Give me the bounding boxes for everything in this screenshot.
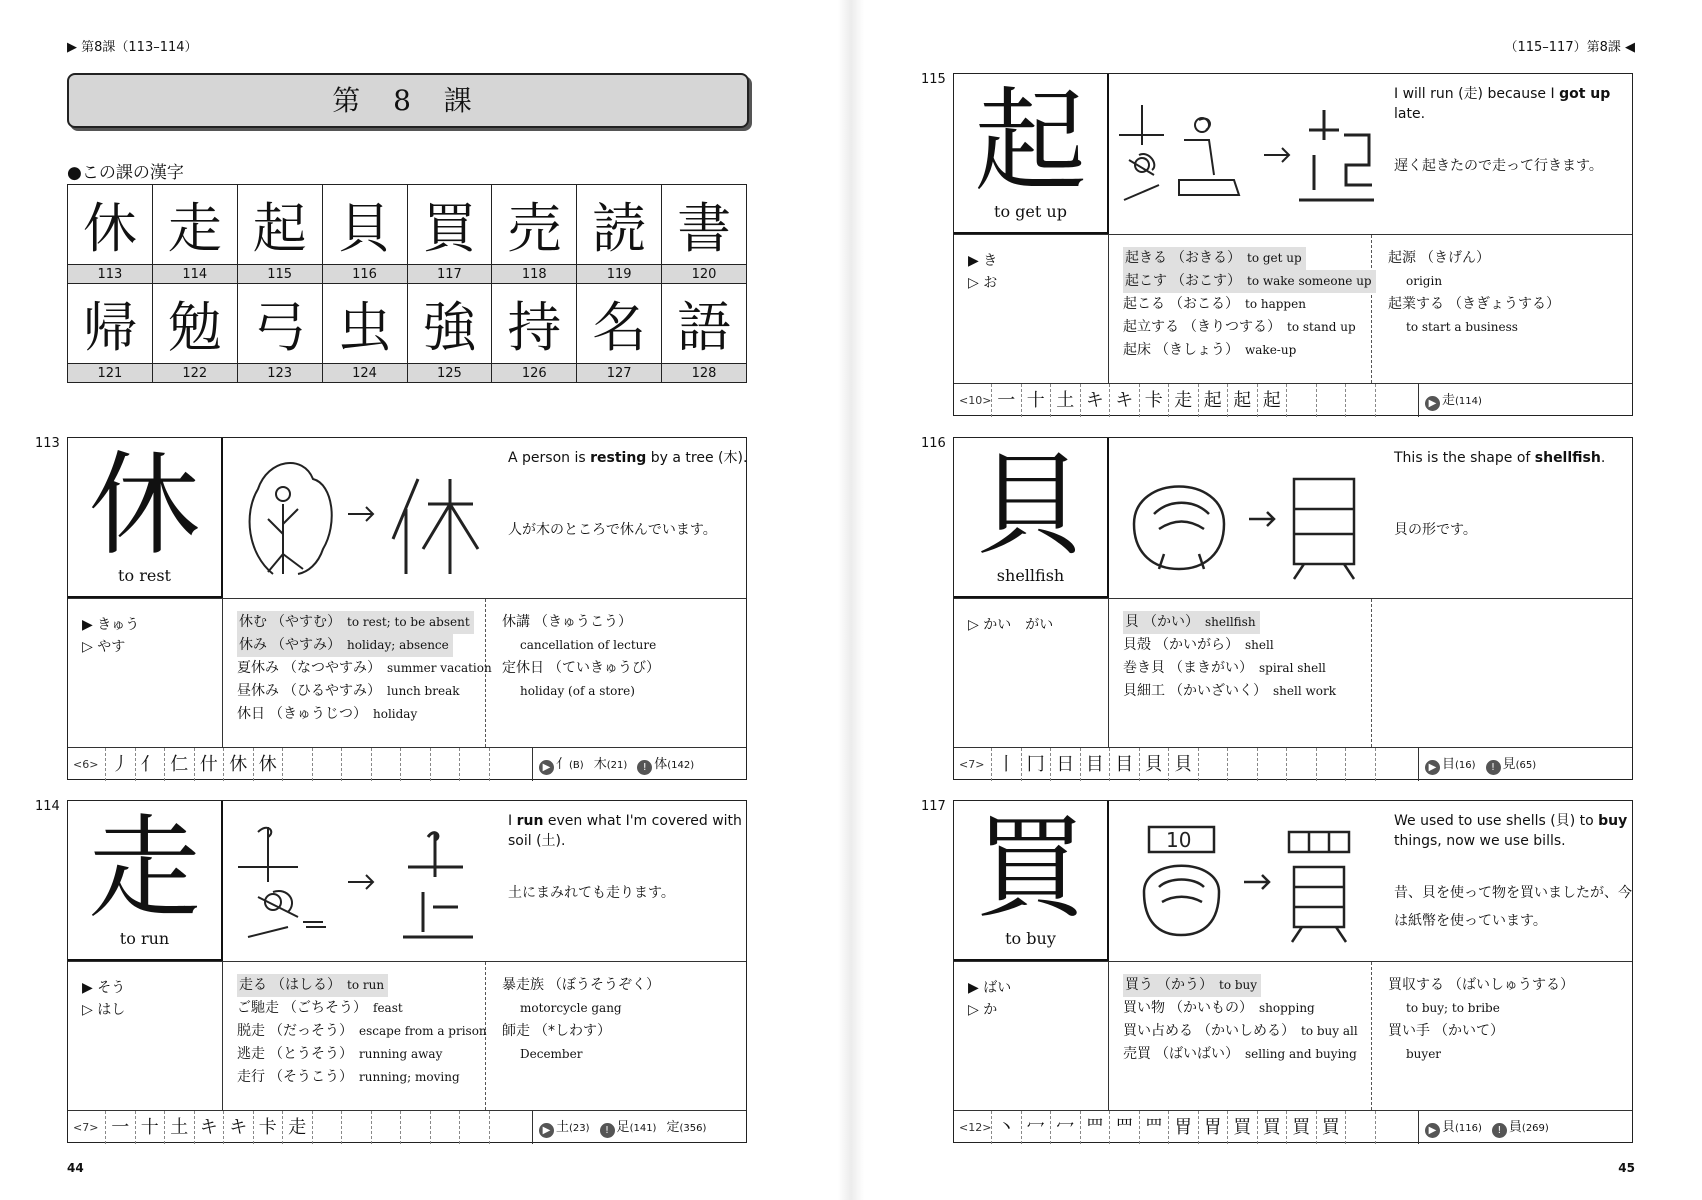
reading: ▷ かい がい bbox=[968, 617, 1054, 633]
stroke-step: 買 bbox=[1257, 1111, 1287, 1144]
kanji-entry-number: 117 bbox=[921, 799, 946, 814]
related-kanji-number: (65) bbox=[1515, 760, 1537, 771]
vocab-entry: 起こる （おこる） to happen bbox=[1123, 296, 1306, 312]
stroke-count: <7> bbox=[959, 758, 985, 771]
stroke-step bbox=[430, 1111, 460, 1144]
stroke-step: 走 bbox=[1168, 384, 1198, 417]
kanji-meaning: to buy bbox=[1005, 929, 1056, 948]
kanji-cell: 読 bbox=[577, 185, 662, 265]
running-head-right: （115–117）第8課 ◀ bbox=[1504, 40, 1635, 55]
related-kanji-char: 足 bbox=[616, 1120, 630, 1135]
vocab-entry: 休む （やすむ） to rest; to be absent bbox=[237, 611, 474, 634]
related-kanji-char: 目 bbox=[1442, 757, 1456, 772]
vocabulary-extra bbox=[1372, 962, 1634, 1110]
english-explanation: We used to use shells (貝) to buy things, now we use bills. bbox=[1394, 813, 1628, 849]
book-gutter bbox=[838, 0, 864, 1200]
reading: ▶ そう bbox=[82, 980, 126, 996]
kanji-number: 113 bbox=[68, 265, 153, 284]
kanji-cell: 起 bbox=[237, 185, 322, 265]
play-icon: ▶ bbox=[539, 760, 554, 775]
vocabulary-main bbox=[222, 962, 486, 1110]
stroke-step: 什 bbox=[194, 748, 224, 781]
stroke-step: 卡 bbox=[1139, 384, 1169, 417]
stroke-step: 休 bbox=[253, 748, 283, 781]
vocab-entry: 走る （はしる） to run bbox=[237, 974, 388, 997]
vocab-entry: 貝 （かい） shellfish bbox=[1123, 611, 1260, 634]
vocab-entry: 買い物 （かいもの） shopping bbox=[1123, 1000, 1315, 1016]
readings bbox=[82, 977, 125, 1021]
stroke-step: キ bbox=[194, 1111, 224, 1144]
kanji-cell: 弓 bbox=[237, 284, 322, 364]
related-kanji-number: (114) bbox=[1455, 396, 1482, 407]
japanese-explanation: 貝の形です。 bbox=[1394, 522, 1477, 538]
stroke-step: 冖 bbox=[1050, 1111, 1080, 1144]
related-kanji-number: (B) bbox=[569, 760, 584, 771]
stroke-step bbox=[341, 748, 371, 781]
running-head-left: ▶ 第8課（113–114） bbox=[67, 40, 198, 55]
page-number-left: 44 bbox=[67, 1161, 84, 1175]
related-kanji-char: 員 bbox=[1508, 1120, 1522, 1135]
stroke-step bbox=[489, 1111, 519, 1144]
vocabulary-main bbox=[1108, 599, 1372, 747]
stroke-step bbox=[1345, 748, 1375, 781]
stroke-step bbox=[312, 748, 342, 781]
vocab-entry: 休日 （きゅうじつ） holiday bbox=[237, 706, 418, 722]
stroke-step: キ bbox=[1080, 384, 1110, 417]
kanji-box bbox=[68, 801, 223, 961]
stroke-step bbox=[371, 1111, 401, 1144]
stroke-count: <12> bbox=[959, 1121, 992, 1134]
stroke-step: 貝 bbox=[1168, 748, 1198, 781]
stroke-step: 走 bbox=[282, 1111, 312, 1144]
stroke-step: 起 bbox=[1257, 384, 1287, 417]
caution-icon: ! bbox=[637, 760, 652, 775]
related-kanji-number: (142) bbox=[667, 760, 695, 771]
stroke-step: 罒 bbox=[1080, 1111, 1110, 1144]
stroke-step: 胃 bbox=[1168, 1111, 1198, 1144]
kanji-number: 124 bbox=[322, 364, 407, 383]
vocabulary-extra bbox=[486, 599, 748, 747]
kanji-cell: 書 bbox=[662, 185, 747, 265]
stroke-step: 仁 bbox=[164, 748, 194, 781]
kanji-box bbox=[68, 438, 223, 598]
english-explanation: This is the shape of shellfish. bbox=[1394, 450, 1606, 466]
kanji-number: 125 bbox=[407, 364, 492, 383]
reading: ▷ はし bbox=[82, 1002, 126, 1018]
stroke-step bbox=[341, 1111, 371, 1144]
stroke-step bbox=[1345, 384, 1375, 417]
stroke-step: キ bbox=[223, 1111, 253, 1144]
stroke-order bbox=[954, 1111, 1404, 1144]
related-kanji-char: 土 bbox=[556, 1120, 570, 1135]
readings bbox=[82, 614, 139, 658]
vocab-entry: 走行 （そうこう） running; moving bbox=[237, 1069, 460, 1085]
vocab-entry: 起立する （きりつする） to stand up bbox=[1123, 319, 1356, 335]
kanji-number: 117 bbox=[407, 265, 492, 284]
caution-icon: ! bbox=[1492, 1123, 1507, 1138]
kanji-number: 119 bbox=[577, 265, 662, 284]
stroke-step: 卡 bbox=[253, 1111, 283, 1144]
vocab-entry: 売買 （ばいばい） selling and buying bbox=[1123, 1046, 1357, 1062]
origin-illustration bbox=[228, 807, 493, 952]
play-icon: ▶ bbox=[1425, 1123, 1440, 1138]
stroke-step bbox=[1198, 748, 1228, 781]
stroke-step bbox=[371, 748, 401, 781]
vocab-meaning: holiday (of a store) bbox=[520, 684, 635, 698]
vocab-meaning: to buy; to bribe bbox=[1406, 1001, 1500, 1015]
reading: ▷ か bbox=[968, 1002, 998, 1018]
japanese-explanation: 人が木のところで休んでいます。 bbox=[508, 522, 717, 538]
vocabulary-main bbox=[222, 599, 492, 747]
related-kanji-char: 定 bbox=[666, 1120, 680, 1135]
kanji-number: 115 bbox=[237, 265, 322, 284]
related-kanji bbox=[1418, 748, 1634, 781]
stroke-count: <7> bbox=[73, 1121, 99, 1134]
kanji-number: 114 bbox=[152, 265, 237, 284]
stroke-step bbox=[282, 748, 312, 781]
reading: ▷ やす bbox=[82, 639, 126, 655]
reading: ▶ きゅう bbox=[82, 617, 140, 633]
kanji-entry-number: 114 bbox=[35, 799, 60, 814]
play-icon: ▶ bbox=[539, 1123, 554, 1138]
vocab-entry: 買う （かう） to buy bbox=[1123, 974, 1261, 997]
kanji-cell: 持 bbox=[492, 284, 577, 364]
kanji-number: 121 bbox=[68, 364, 153, 383]
stroke-order bbox=[68, 1111, 518, 1144]
kanji-entry-number: 116 bbox=[921, 436, 946, 451]
kanji-meaning: to get up bbox=[994, 202, 1067, 221]
related-kanji bbox=[1418, 1111, 1634, 1144]
kanji-list-table bbox=[67, 184, 747, 383]
kanji-number: 116 bbox=[322, 265, 407, 284]
vocabulary-extra bbox=[1372, 599, 1634, 747]
stroke-order bbox=[954, 748, 1404, 781]
kanji-cell: 休 bbox=[68, 185, 153, 265]
vocab-meaning: December bbox=[520, 1047, 583, 1061]
kanji-cell: 強 bbox=[407, 284, 492, 364]
kanji-number: 120 bbox=[662, 265, 747, 284]
origin-illustration bbox=[1114, 80, 1379, 225]
stroke-step: 冖 bbox=[1021, 1111, 1051, 1144]
vocab-entry: ご馳走 （ごちそう） feast bbox=[237, 1000, 403, 1016]
related-kanji-number: (116) bbox=[1455, 1123, 1482, 1134]
kanji-card-115 bbox=[953, 73, 1633, 416]
stroke-step: 丶 bbox=[991, 1111, 1021, 1144]
related-kanji-char: 体 bbox=[654, 757, 668, 772]
stroke-step: 起 bbox=[1198, 384, 1228, 417]
stroke-count: <10> bbox=[959, 394, 992, 407]
stroke-step: キ bbox=[1109, 384, 1139, 417]
kanji-box bbox=[954, 801, 1109, 961]
english-explanation: I will run (走) because I got up late. bbox=[1394, 86, 1611, 122]
stroke-step: 土 bbox=[1050, 384, 1080, 417]
stroke-step bbox=[1375, 384, 1405, 417]
stroke-order bbox=[68, 748, 518, 781]
english-explanation: I run even what I'm covered with soil (土). bbox=[508, 813, 742, 849]
stroke-step bbox=[1257, 748, 1287, 781]
stroke-step bbox=[1316, 384, 1346, 417]
kanji-cell: 走 bbox=[152, 185, 237, 265]
stroke-order bbox=[954, 384, 1404, 417]
related-kanji-char: 走 bbox=[1442, 393, 1456, 408]
related-kanji-char: 見 bbox=[1502, 757, 1516, 772]
vocab-entry: 脱走 （だっそう） escape from a prison bbox=[237, 1023, 487, 1039]
stroke-step: 丨 bbox=[991, 748, 1021, 781]
vocab-entry: 巻き貝 （まきがい） spiral shell bbox=[1123, 660, 1326, 676]
related-kanji-number: (21) bbox=[606, 760, 628, 771]
related-kanji-number: (16) bbox=[1455, 760, 1476, 771]
stroke-step: 胃 bbox=[1198, 1111, 1228, 1144]
vocab-meaning: origin bbox=[1406, 274, 1443, 288]
stroke-step: 十 bbox=[1021, 384, 1051, 417]
related-kanji-number: (141) bbox=[629, 1123, 657, 1134]
vocab-entry: 逃走 （とうそう） running away bbox=[237, 1046, 443, 1062]
related-kanji bbox=[1418, 384, 1634, 417]
vocab-entry: 休講 （きゅうこう） bbox=[502, 614, 632, 630]
stroke-step: 罒 bbox=[1109, 1111, 1139, 1144]
stroke-step bbox=[489, 748, 519, 781]
vocabulary-main bbox=[1108, 962, 1372, 1110]
origin-illustration bbox=[228, 444, 493, 589]
stroke-step bbox=[430, 748, 460, 781]
related-kanji-char: 亻 bbox=[556, 757, 570, 772]
vocab-entry: 起こす （おこす） to wake someone up bbox=[1123, 270, 1376, 293]
vocab-entry: 起床 （きしょう） wake-up bbox=[1123, 342, 1297, 358]
kanji-card-113 bbox=[67, 437, 747, 780]
stroke-step: 休 bbox=[223, 748, 253, 781]
stroke-count: <6> bbox=[73, 758, 99, 771]
kanji-meaning: shellfish bbox=[996, 566, 1065, 585]
stroke-step bbox=[1316, 748, 1346, 781]
stroke-step bbox=[459, 1111, 489, 1144]
stroke-step: 土 bbox=[164, 1111, 194, 1144]
related-kanji-char: 貝 bbox=[1442, 1120, 1456, 1135]
stroke-step: 貝 bbox=[1139, 748, 1169, 781]
stroke-step: 買 bbox=[1227, 1111, 1257, 1144]
lesson-title: 第 8 課 bbox=[67, 73, 749, 128]
stroke-step: 冂 bbox=[1021, 748, 1051, 781]
vocab-entry: 貝細工 （かいざいく） shell work bbox=[1123, 683, 1336, 699]
related-kanji bbox=[532, 1111, 748, 1144]
vocab-entry: 買収する （ばいしゅうする） bbox=[1388, 977, 1574, 993]
vocab-entry: 貝殻 （かいがら） shell bbox=[1123, 637, 1274, 653]
stroke-step bbox=[400, 1111, 430, 1144]
stroke-step: 丿 bbox=[105, 748, 135, 781]
kanji-cell: 勉 bbox=[152, 284, 237, 364]
origin-illustration bbox=[1114, 807, 1379, 952]
vocab-entry: 買い占める （かいしめる） to buy all bbox=[1123, 1023, 1358, 1039]
vocab-meaning: buyer bbox=[1406, 1047, 1442, 1061]
readings bbox=[968, 250, 997, 294]
stroke-step bbox=[459, 748, 489, 781]
kanji-number: 123 bbox=[237, 364, 322, 383]
kanji-number: 127 bbox=[577, 364, 662, 383]
vocab-entry: 起源 （きげん） bbox=[1388, 250, 1490, 266]
related-kanji-number: (23) bbox=[569, 1123, 590, 1134]
japanese-explanation: 土にまみれても走ります。 bbox=[508, 885, 675, 901]
vocab-entry: 起きる （おきる） to get up bbox=[1123, 247, 1306, 270]
kanji-meaning: to run bbox=[119, 929, 170, 948]
stroke-step bbox=[400, 748, 430, 781]
stroke-step: 目 bbox=[1080, 748, 1110, 781]
kanji-character: 貝 bbox=[974, 441, 1087, 571]
stroke-step: 起 bbox=[1227, 384, 1257, 417]
vocabulary-extra bbox=[1372, 235, 1634, 383]
kanji-character: 買 bbox=[974, 804, 1087, 934]
kanji-cell: 虫 bbox=[322, 284, 407, 364]
kanji-card-117 bbox=[953, 800, 1633, 1143]
related-kanji-number: (269) bbox=[1521, 1123, 1549, 1134]
stroke-step: 一 bbox=[991, 384, 1021, 417]
english-explanation: A person is resting by a tree (木). bbox=[508, 450, 748, 466]
kanji-box bbox=[954, 74, 1109, 234]
vocab-meaning: motorcycle gang bbox=[520, 1001, 622, 1015]
vocab-entry: 定休日 （ていきゅうび） bbox=[502, 660, 660, 676]
kanji-number: 126 bbox=[492, 364, 577, 383]
kanji-entry-number: 115 bbox=[921, 72, 946, 87]
stroke-step bbox=[1227, 748, 1257, 781]
vocabulary-extra bbox=[486, 962, 748, 1110]
kanji-character: 休 bbox=[88, 441, 201, 571]
stroke-step: 買 bbox=[1316, 1111, 1346, 1144]
stroke-step bbox=[1375, 1111, 1405, 1144]
vocab-entry: 暴走族 （ぼうそうぞく） bbox=[502, 977, 660, 993]
stroke-step: 目 bbox=[1109, 748, 1139, 781]
kanji-number: 122 bbox=[152, 364, 237, 383]
origin-illustration bbox=[1114, 444, 1379, 589]
reading: ▷ お bbox=[968, 275, 998, 291]
reading: ▶ ばい bbox=[968, 980, 1012, 996]
kanji-meaning: to rest bbox=[118, 566, 171, 585]
readings bbox=[968, 977, 1011, 1021]
vocab-meaning: cancellation of lecture bbox=[520, 638, 657, 652]
vocab-entry: 起業する （きぎょうする） bbox=[1388, 296, 1560, 312]
kanji-cell: 語 bbox=[662, 284, 747, 364]
kanji-entry-number: 113 bbox=[35, 436, 60, 451]
vocabulary-main bbox=[1108, 235, 1372, 383]
caution-icon: ! bbox=[600, 1123, 615, 1138]
stroke-step: 罒 bbox=[1139, 1111, 1169, 1144]
stroke-step bbox=[1345, 1111, 1375, 1144]
stroke-step bbox=[1286, 384, 1316, 417]
page-number-right: 45 bbox=[1618, 1161, 1635, 1175]
stroke-step bbox=[312, 1111, 342, 1144]
kanji-number: 128 bbox=[662, 364, 747, 383]
vocab-entry: 夏休み （なつやすみ） summer vacation bbox=[237, 660, 492, 676]
play-icon: ▶ bbox=[1425, 760, 1440, 775]
kanji-cell: 帰 bbox=[68, 284, 153, 364]
kanji-number: 118 bbox=[492, 265, 577, 284]
stroke-step: 日 bbox=[1050, 748, 1080, 781]
stroke-step: 一 bbox=[105, 1111, 135, 1144]
kanji-card-114 bbox=[67, 800, 747, 1143]
kanji-card-116 bbox=[953, 437, 1633, 780]
stroke-step bbox=[1375, 748, 1405, 781]
stroke-step bbox=[1286, 748, 1316, 781]
related-kanji-number: (356) bbox=[679, 1123, 707, 1134]
vocab-entry: 休み （やすみ） holiday; absence bbox=[237, 634, 453, 657]
kanji-box bbox=[954, 438, 1109, 598]
kanji-character: 走 bbox=[88, 804, 201, 934]
vocab-entry: 買い手 （かいて） bbox=[1388, 1023, 1504, 1039]
play-icon: ▶ bbox=[1425, 396, 1440, 411]
caution-icon: ! bbox=[1486, 760, 1501, 775]
vocab-meaning: to start a business bbox=[1406, 320, 1518, 334]
svg-text:10: 10 bbox=[1166, 828, 1192, 852]
kanji-character: 起 bbox=[974, 77, 1087, 207]
stroke-step: 買 bbox=[1286, 1111, 1316, 1144]
reading: ▶ き bbox=[968, 253, 998, 269]
kanji-cell: 貝 bbox=[322, 185, 407, 265]
japanese-explanation: 昔、貝を使って物を買いましたが、今は紙幣を使っています。 bbox=[1394, 885, 1632, 929]
related-kanji-char: 木 bbox=[593, 757, 607, 772]
related-kanji bbox=[532, 748, 748, 781]
kanji-list-title: ●この課の漢字 bbox=[67, 163, 184, 183]
readings bbox=[968, 614, 1053, 636]
stroke-step: 亻 bbox=[135, 748, 165, 781]
kanji-cell: 名 bbox=[577, 284, 662, 364]
kanji-cell: 買 bbox=[407, 185, 492, 265]
stroke-step: 十 bbox=[135, 1111, 165, 1144]
japanese-explanation: 遅く起きたので走って行きます。 bbox=[1394, 158, 1603, 174]
vocab-entry: 師走 （*しわす） bbox=[502, 1023, 611, 1039]
kanji-cell: 売 bbox=[492, 185, 577, 265]
vocab-entry: 昼休み （ひるやすみ） lunch break bbox=[237, 683, 460, 699]
